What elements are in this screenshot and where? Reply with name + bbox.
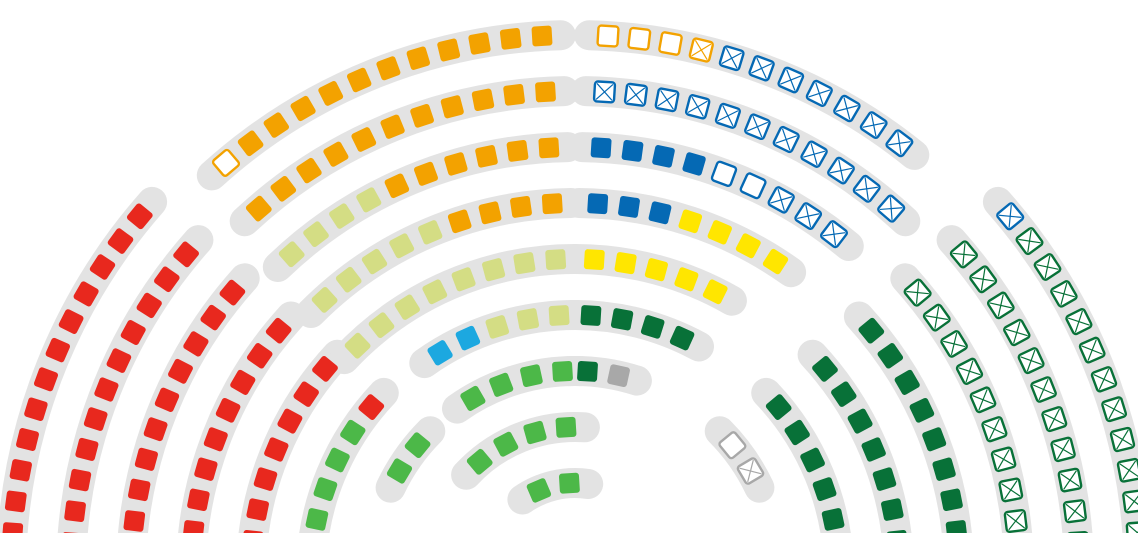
seat-dark-green-filled — [821, 508, 845, 532]
seat-orange-crossed — [689, 38, 713, 62]
seat-light-green-filled — [555, 417, 576, 438]
seat-dark-green-crossed — [1127, 522, 1138, 533]
seat-dark-green-filled — [880, 498, 904, 522]
seat-dark-green-crossed — [1123, 490, 1138, 512]
seat-navy-filled — [621, 140, 644, 163]
seat-dark-green-filled — [940, 488, 964, 512]
seat-olive-filled — [545, 249, 566, 270]
seat-dark-green-crossed — [1042, 406, 1067, 431]
seat-orange-outline — [628, 28, 650, 50]
seat-red-filled — [5, 490, 27, 512]
seat-dark-green-crossed — [1118, 459, 1138, 482]
seat-red-filled — [182, 520, 204, 533]
seat-red-filled — [187, 488, 211, 512]
seat-dark-green-filled — [580, 305, 601, 326]
seat-dark-green-filled — [945, 520, 967, 533]
seat-dark-green-filled — [610, 308, 633, 331]
seat-dark-green-crossed — [1005, 510, 1027, 532]
seat-dark-green-crossed — [1110, 427, 1134, 451]
seat-red-filled — [123, 510, 145, 532]
seat-navy-crossed — [655, 88, 678, 111]
seat-dark-green-crossed — [1051, 437, 1075, 461]
seat-dark-green-crossed — [1064, 500, 1086, 522]
seat-orange-filled — [471, 88, 494, 111]
seat-yellow-filled — [584, 249, 605, 270]
seat-orange-filled — [506, 140, 529, 163]
seat-orange-filled — [510, 196, 533, 219]
seat-orange-filled — [535, 81, 556, 102]
seat-navy-crossed — [685, 95, 709, 119]
seat-orange-filled — [503, 84, 525, 106]
seat-orange-filled — [542, 193, 563, 214]
seat-navy-filled — [587, 193, 608, 214]
seat-navy-crossed — [719, 46, 744, 71]
seat-red-filled — [9, 459, 32, 482]
seat-light-green-filled — [519, 364, 543, 388]
seat-navy-crossed — [625, 84, 647, 106]
row-bands — [11, 35, 1138, 533]
seat-olive-filled — [513, 252, 536, 275]
seat-orange-outline — [659, 32, 682, 55]
seat-yellow-filled — [614, 252, 637, 275]
seat-orange-filled — [531, 25, 552, 46]
seat-red-filled — [246, 498, 270, 522]
seat-dark-green-crossed — [1058, 468, 1081, 491]
seat-dark-green-crossed — [1102, 397, 1127, 422]
seat-red-filled — [68, 468, 91, 491]
seat-dark-green-filled — [577, 361, 598, 382]
seat-light-green-filled — [305, 508, 329, 532]
seat-navy-filled — [652, 144, 676, 168]
seat-dark-green-crossed — [999, 478, 1022, 501]
seat-red-filled — [127, 478, 150, 501]
seat-orange-filled — [468, 32, 491, 55]
seat-light-green-filled — [552, 361, 573, 382]
seat-orange-filled — [475, 144, 499, 168]
seat-navy-filled — [618, 196, 641, 219]
seat-orange-filled — [500, 28, 522, 50]
seat-olive-filled — [516, 308, 539, 331]
seat-light-green-filled — [559, 473, 580, 494]
seat-orange-filled — [538, 137, 559, 158]
seat-red-filled — [64, 500, 86, 522]
seat-navy-crossed — [594, 81, 615, 102]
seat-olive-filled — [549, 305, 570, 326]
seat-grey-filled — [607, 364, 631, 388]
seat-navy-crossed — [715, 103, 740, 128]
seat-dark-green-crossed — [991, 447, 1016, 472]
seat-navy-filled — [591, 137, 612, 158]
seat-orange-outline — [597, 25, 618, 46]
seat-red-filled — [2, 522, 23, 533]
